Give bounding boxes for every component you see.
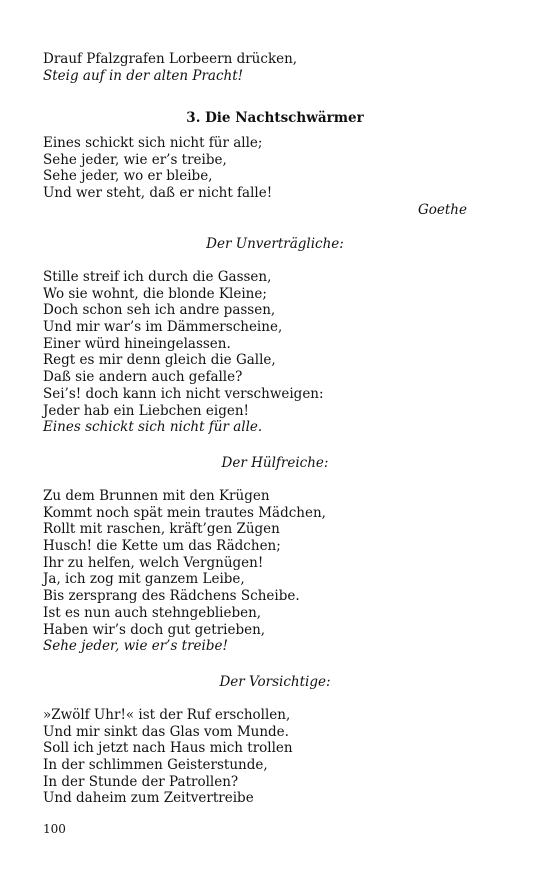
verse-line: In der schlimmen Geisterstunde,: [43, 757, 268, 774]
verse-line: Sehe jeder, wo er bleibe,: [43, 168, 213, 185]
verse-line: Sehe jeder, wie er’s treibe!: [43, 638, 228, 655]
motto-author: Goethe: [417, 202, 467, 218]
stanza-3: [43, 707, 483, 807]
verse-line: Regt es mir denn gleich die Galle,: [43, 352, 276, 369]
verse-line: Doch schon seh ich andre passen,: [43, 302, 276, 319]
section-title: 3. Die Nachtschwärmer: [186, 110, 364, 126]
verse-line: Daß sie andern auch gefalle?: [43, 369, 243, 386]
speaker-heading-2: Der Hülfreiche:: [221, 455, 329, 471]
verse-line: Einer würd hineingelassen.: [43, 335, 231, 352]
verse-line: Und wer steht, daß er nicht falle!: [43, 185, 273, 202]
verse-line: Bis zersprang des Rädchens Scheibe.: [43, 588, 300, 605]
verse-line: Stille streif ich durch die Gassen,: [43, 269, 272, 285]
verse-line: Sehe jeder, wie er’s treibe,: [43, 151, 227, 168]
stanza-2: [43, 488, 483, 655]
motto-verse: [43, 135, 483, 202]
verse-line: Und daheim zum Zeitvertreibe: [43, 790, 254, 807]
verse-line: Husch! die Kette um das Rädchen;: [43, 538, 281, 555]
speaker-heading-1: Der Unverträgliche:: [206, 236, 344, 252]
verse-line: Kommt noch spät mein trautes Mädchen,: [43, 504, 326, 521]
opening-verse: [43, 51, 483, 84]
verse-line: Zu dem Brunnen mit den Krügen: [43, 488, 270, 504]
speaker-heading-3: Der Vorsichtige:: [219, 674, 331, 690]
verse-line: Und mir sinkt das Glas vom Munde.: [43, 723, 289, 740]
page-number: 100: [43, 822, 66, 836]
verse-line: Soll ich jetzt nach Haus mich trollen: [43, 740, 293, 757]
verse-line: Und mir war’s im Dämmerscheine,: [43, 319, 283, 336]
verse-line: Eines schickt sich nicht für alle;: [43, 135, 263, 151]
verse-line: Drauf Pfalzgrafen Lorbeern drücken,: [43, 51, 298, 67]
verse-line: Ja, ich zog mit ganzem Leibe,: [43, 571, 245, 588]
verse-line: Ihr zu helfen, welch Vergnügen!: [43, 554, 264, 571]
verse-line: Wo sie wohnt, die blonde Kleine;: [43, 285, 267, 302]
verse-line: Eines schickt sich nicht für alle.: [43, 419, 263, 436]
verse-line: Haben wir’s doch gut getrieben,: [43, 621, 266, 638]
stanza-1: [43, 269, 483, 436]
verse-line: Sei’s! doch kann ich nicht verschweigen:: [43, 385, 324, 402]
verse-line: Jeder hab ein Liebchen eigen!: [43, 402, 249, 419]
verse-line: Rollt mit raschen, kräft’gen Zügen: [43, 521, 280, 538]
verse-line: »Zwölf Uhr!« ist der Ruf erschollen,: [43, 707, 291, 723]
verse-line: Steig auf in der alten Pracht!: [43, 67, 244, 84]
verse-line: Ist es nun auch stehngeblieben,: [43, 604, 262, 621]
verse-line: In der Stunde der Patrollen?: [43, 773, 239, 790]
